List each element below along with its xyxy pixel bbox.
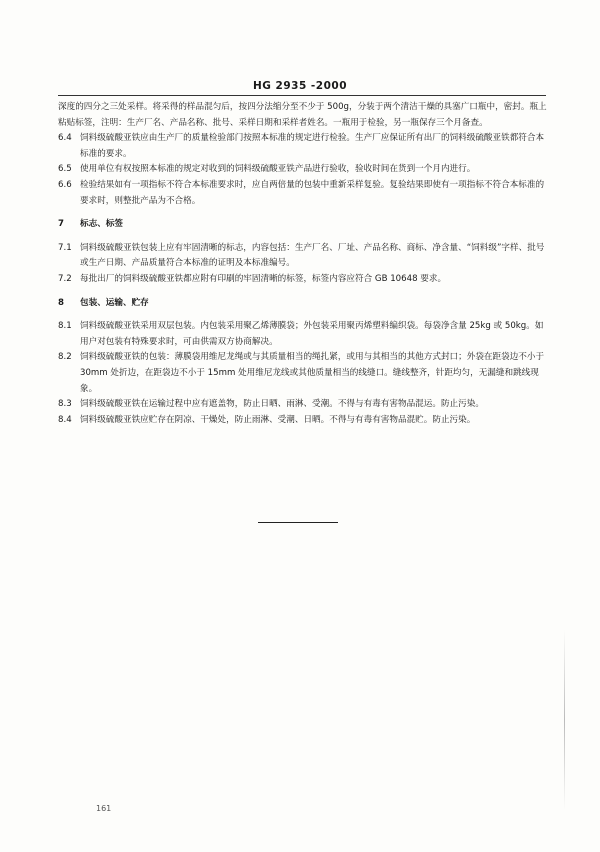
clause-8-1 (58, 319, 548, 350)
standard-code-header: HG 2935 -2000 (252, 80, 348, 92)
clause-text: 使用单位有权按照本标准的规定对收到的饲料级硫酸亚铁产品进行验收，验收时间在货到一个月内进行。 (80, 164, 476, 175)
clause-number: 7.2 (58, 273, 72, 284)
clause-text: 饲料级硫酸亚铁的包装：薄膜袋用维尼龙绳或与其质量相当的绳扎紧，或用与其相当的其他方式封口；外袋在距袋边不小于 30mm 处折边，在距袋边不小于 15mm 处用维尼龙线或其他质量相当的线缝口。缝线整齐，针距均匀，无漏缝和跳线现象。 (80, 352, 545, 394)
clause-text: 每批出厂的饲料级硫酸亚铁都应附有印刷的牢固清晰的标签，标签内容应符合 GB 10648 要求。 (80, 273, 447, 284)
end-of-standard-rule (258, 522, 338, 523)
section-title: 标志、标签 (80, 219, 123, 230)
clause-7-1 (58, 241, 548, 272)
section-title: 包装、运输、贮存 (80, 297, 149, 308)
document-body (58, 100, 548, 428)
clause-number: 8.1 (58, 321, 72, 332)
clause-text: 饲料级硫酸亚铁应由生产厂的质量检验部门按照本标准的规定进行检验。生产厂应保证所有出厂的饲料级硫酸亚铁都符合本标准的要求。 (80, 133, 545, 159)
clause-8-4 (58, 413, 548, 429)
clause-6-5 (58, 162, 548, 178)
clause-number: 8.2 (58, 352, 72, 363)
section-number: 7 (58, 219, 64, 230)
clause-8-3 (58, 397, 548, 413)
clause-number: 6.6 (58, 179, 72, 190)
clause-text: 饲料级硫酸亚铁应贮存在阴凉、干燥处，防止雨淋、受潮、日晒。不得与有毒有害物品混贮。防止污染。 (80, 414, 476, 425)
section-number: 8 (58, 297, 64, 308)
clause-number: 6.4 (58, 133, 72, 144)
clause-number: 8.3 (58, 399, 72, 410)
paragraph-continuation (58, 100, 548, 131)
header-rule (58, 95, 546, 96)
clause-number: 7.1 (58, 242, 72, 253)
clause-text: 饲料级硫酸亚铁在运输过程中应有遮盖物，防止日晒、雨淋、受潮。不得与有毒有害物品混运。防止污染。 (80, 399, 484, 410)
clause-6-6 (58, 178, 548, 209)
clause-7-2 (58, 272, 548, 288)
clause-text: 饲料级硫酸亚铁采用双层包装。内包装采用聚乙烯薄膜袋；外包装采用聚丙烯塑料编织袋。每袋净含量 25kg 或 50kg。如用户对包装有特殊要求时，可由供需双方协商解决。 (80, 321, 544, 347)
clause-6-4 (58, 131, 548, 162)
clause-text: 饲料级硫酸亚铁包装上应有牢固清晰的标志，内容包括：生产厂名、厂址、产品名称、商标、净含量、“饲料级”字样、批号或生产日期、产品质量符合本标准的证明及本标准编号。 (80, 242, 545, 269)
clause-number: 8.4 (58, 414, 72, 425)
section-8-heading (58, 296, 548, 312)
clause-number: 6.5 (58, 164, 72, 175)
section-7-heading (58, 217, 548, 233)
page-number: 161 (96, 804, 112, 813)
clause-text: 检验结果如有一项指标不符合本标准要求时，应自两倍量的包装中重新采样复验。复验结果即使有一项指标不符合本标准的要求时，则整批产品为不合格。 (80, 179, 545, 206)
clause-8-2 (58, 350, 548, 397)
paragraph-text: 深度的四分之三处采样。将采得的样品混匀后，按四分法缩分至不少于 500g，分装于两个清洁干燥的具塞广口瓶中，密封。瓶上粘贴标签，注明：生产厂名、产品名称、批号、采样日期和采样者姓名。一瓶用于检验，另一瓶保存三个月备查。 (58, 102, 547, 128)
scan-fold-mark (564, 630, 565, 810)
